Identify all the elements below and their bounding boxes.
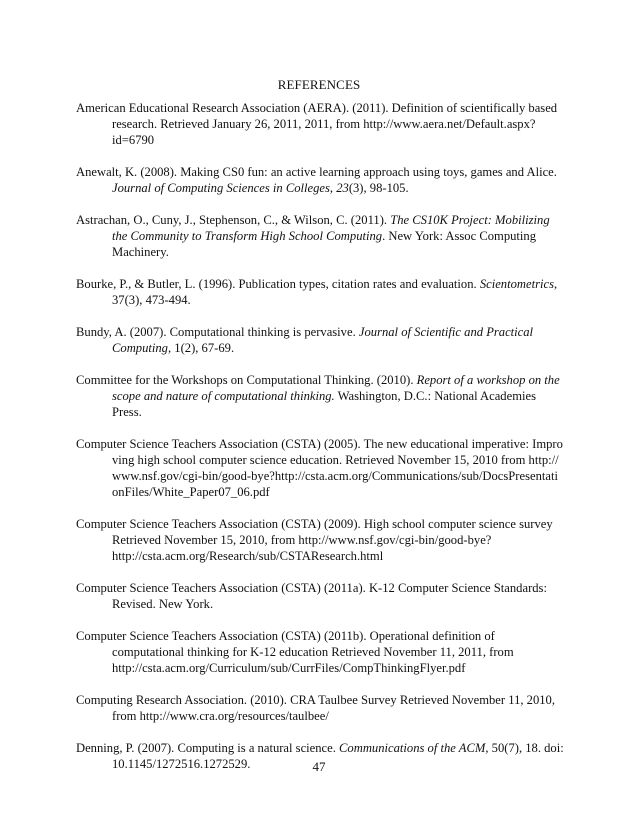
reference-text-tail: (3), 98-105. — [348, 181, 409, 195]
reference-text-tail: , 50(7), 18. doi: 10.1145/1272516.1272529. — [112, 741, 564, 771]
reference-text-tail: Washington, D.C.: National Academies Press. — [112, 389, 536, 419]
reference-italic: Scientometrics — [479, 277, 554, 291]
reference-entry — [76, 692, 564, 724]
reference-entry — [76, 516, 564, 564]
reference-entry — [76, 580, 564, 612]
reference-text-tail: , 37(3), 473-494. — [112, 277, 558, 307]
reference-entry — [76, 276, 564, 308]
reference-text: Computer Science Teachers Association (CSTA) (2009). High school computer science survey Retrieved November 15, 2010, from http://www.nsf.gov/cgi-bin/good-bye?http://csta.acm.org/Research/sub/CSTAResearch.html — [76, 517, 553, 563]
references-heading: REFERENCES — [277, 77, 361, 92]
reference-entry — [76, 324, 564, 356]
reference-text-tail: . New York: Assoc Computing Machinery. — [112, 229, 537, 259]
reference-text: Computer Science Teachers Association (CSTA) (2011b). Operational definition of computational thinking for K-12 education Retrieved November 11, 2011, from http://csta.acm.org/Curriculum/sub/CurrFiles/CompThinkingFlyer.pdf — [76, 629, 514, 675]
reference-text: Denning, P. (2007). Computing is a natural science. — [76, 741, 340, 755]
reference-italic: Journal of Scientific and Practical Computing — [112, 325, 534, 355]
reference-entry — [76, 100, 564, 148]
reference-text: Astrachan, O., Cuny, J., Stephenson, C., & Wilson, C. (2011). — [76, 213, 391, 227]
reference-italic: Report of a workshop on the scope and nature of computational thinking. — [112, 373, 560, 403]
reference-text: Bundy, A. (2007). Computational thinking is pervasive. — [76, 325, 359, 339]
reference-text: Bourke, P., & Butler, L. (1996). Publication types, citation rates and evaluation. — [76, 277, 480, 291]
reference-italic: Journal of Computing Sciences in Colleges, 23 — [112, 181, 349, 195]
page-number: 47 — [312, 759, 326, 774]
reference-entry — [76, 212, 564, 260]
reference-text: Committee for the Workshops on Computational Thinking. (2010). — [76, 373, 417, 387]
reference-italic: Communications of the ACM — [339, 741, 486, 755]
reference-italic: The CS10K Project: Mobilizing the Community to Transform High School Computing — [112, 213, 550, 243]
reference-entry — [76, 628, 564, 676]
reference-text-tail: , 1(2), 67-69. — [167, 341, 235, 355]
reference-text: Computing Research Association. (2010). CRA Taulbee Survey Retrieved November 11, 2010, from http://www.cra.org/resources/taulbee/ — [76, 693, 555, 723]
reference-entry — [76, 164, 564, 196]
reference-text: American Educational Research Association (AERA). (2011). Definition of scientifically based research. Retrieved January 26, 2011, 2011, from http://www.aera.net/Default.aspx?id=6790 — [76, 101, 558, 147]
reference-entry — [76, 436, 564, 500]
reference-entry — [76, 372, 564, 420]
reference-text: Computer Science Teachers Association (CSTA) (2005). The new educational imperative: Improving high school computer science education. Retrieved November 15, 2010 from http://www.nsf.gov/cgi-bin/good-bye?http://csta.acm.org/Communications/sub/DocsPresentationFiles/White_Paper07_06.pdf — [76, 437, 563, 499]
reference-text: Computer Science Teachers Association (CSTA) (2011a). K-12 Computer Science Standards: Revised. New York. — [76, 581, 547, 611]
reference-list — [76, 100, 564, 788]
reference-text: Anewalt, K. (2008). Making CS0 fun: an active learning approach using toys, games and Alice. — [76, 165, 557, 179]
